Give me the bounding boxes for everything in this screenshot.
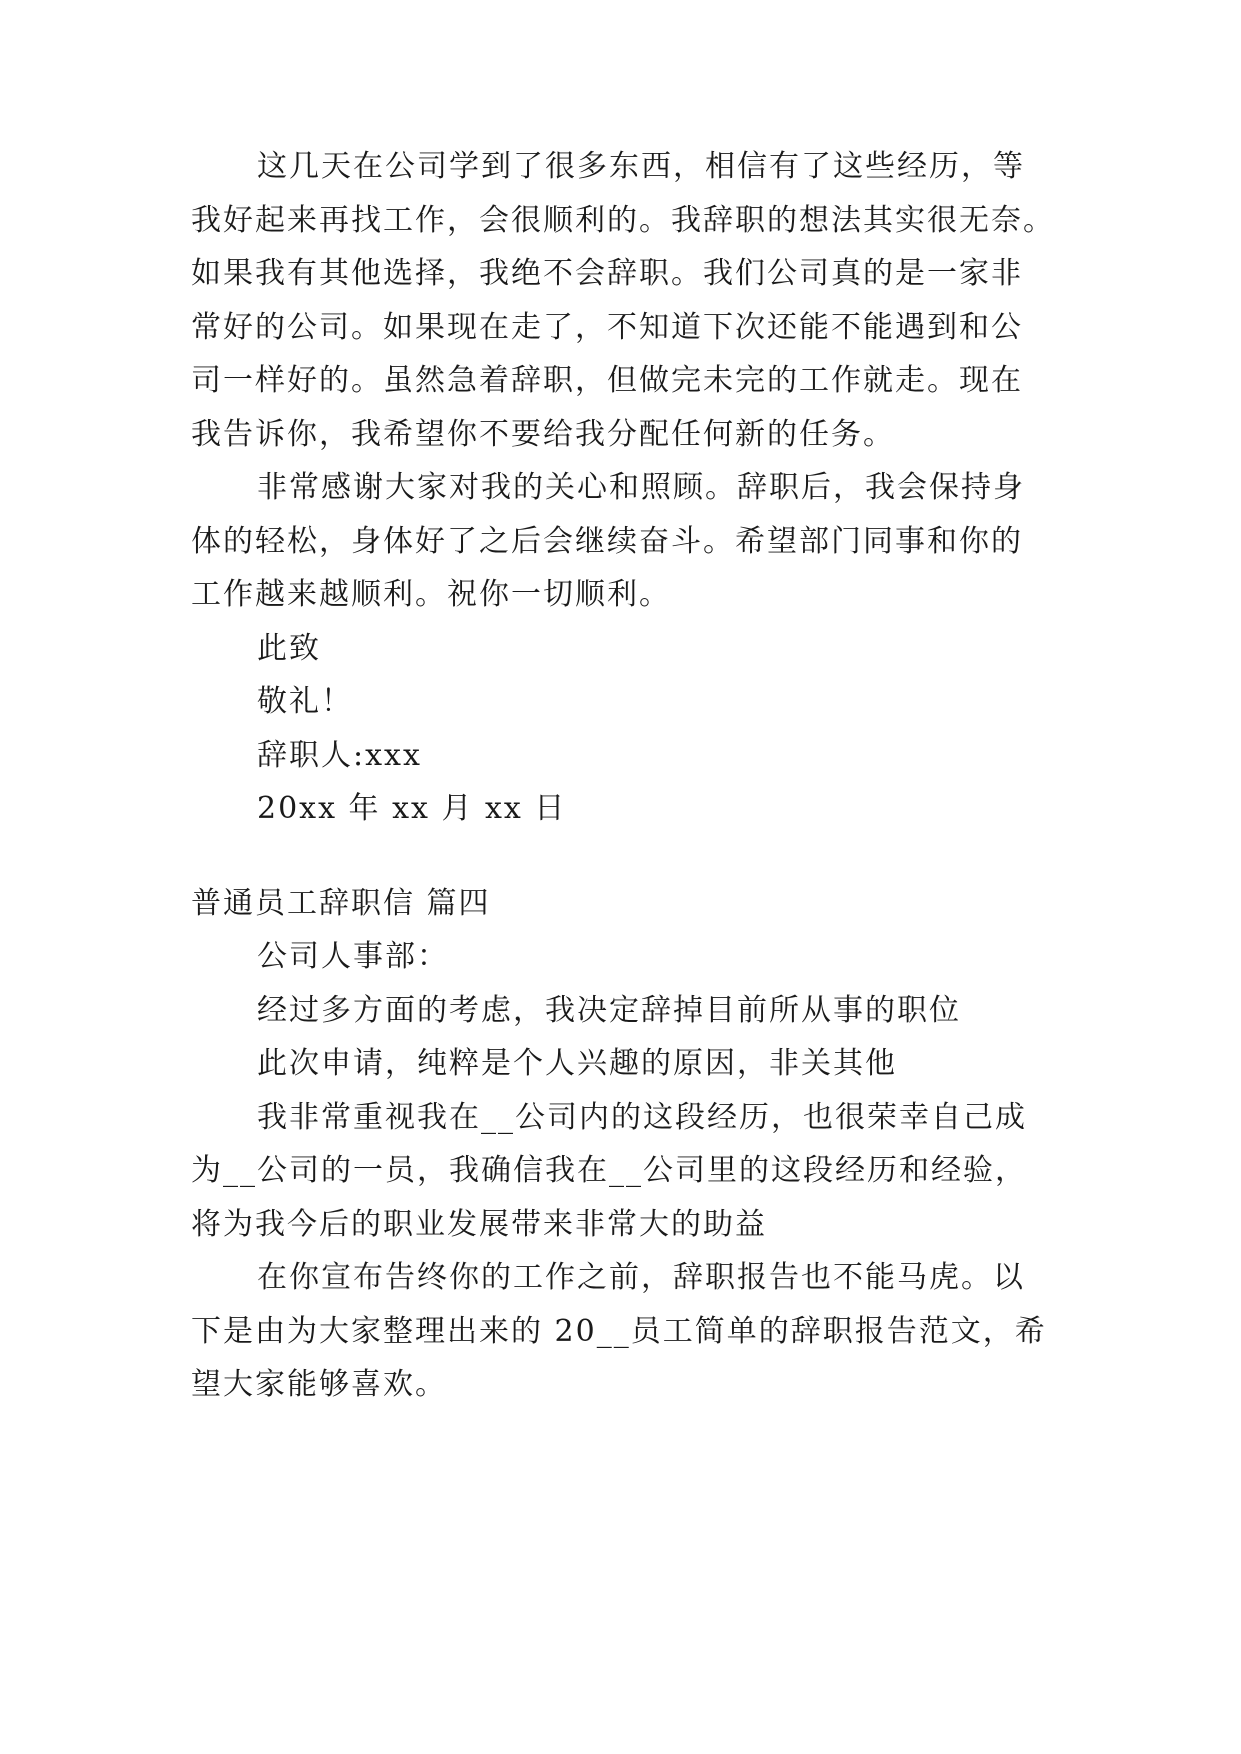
date-text: 20xx 年 xx 月 xx 日 bbox=[257, 791, 567, 826]
closing-text: 此致 bbox=[257, 631, 321, 666]
paragraph-line: 司一样好的。虽然急着辞职，但做完未完的工作就走。现在 bbox=[191, 363, 1023, 398]
paragraph-line: 工作越来越顺利。祝你一切顺利。 bbox=[191, 577, 671, 612]
paragraph-line: 非常感谢大家对我的关心和照顾。辞职后，我会保持身 bbox=[257, 470, 1025, 505]
paragraph-line: 经过多方面的考虑，我决定辞掉目前所从事的职位 bbox=[257, 993, 961, 1028]
paragraph-line: 体的轻松，身体好了之后会继续奋斗。希望部门同事和你的 bbox=[191, 524, 1023, 559]
signature-text: 辞职人:xxx bbox=[257, 738, 422, 773]
paragraph-line: 在你宣布告终你的工作之前，辞职报告也不能马虎。以 bbox=[257, 1260, 1025, 1295]
paragraph-line: 为__公司的一员，我确信我在__公司里的这段经历和经验， bbox=[191, 1153, 1027, 1188]
paragraph-line: 我告诉你，我希望你不要给我分配任何新的任务。 bbox=[191, 417, 895, 452]
paragraph-line: 我非常重视我在__公司内的这段经历，也很荣幸自己成 bbox=[257, 1100, 1027, 1135]
paragraph-line: 将为我今后的职业发展带来非常大的助益 bbox=[191, 1207, 767, 1242]
section-title: 普通员工辞职信 篇四 bbox=[191, 886, 491, 921]
paragraph-line: 如果我有其他选择，我绝不会辞职。我们公司真的是一家非 bbox=[191, 256, 1023, 291]
paragraph-line: 这几天在公司学到了很多东西，相信有了这些经历，等 bbox=[257, 149, 1025, 184]
salute-text: 敬礼！ bbox=[257, 684, 353, 719]
paragraph-line: 此次申请，纯粹是个人兴趣的原因，非关其他 bbox=[257, 1046, 897, 1081]
paragraph-line: 望大家能够喜欢。 bbox=[191, 1367, 447, 1402]
paragraph-line: 下是由为大家整理出来的 20__员工简单的辞职报告范文，希 bbox=[191, 1314, 1047, 1349]
paragraph-line: 我好起来再找工作，会很顺利的。我辞职的想法其实很无奈。 bbox=[191, 203, 1055, 238]
paragraph-line: 常好的公司。如果现在走了，不知道下次还能不能遇到和公 bbox=[191, 310, 1023, 345]
addressee-text: 公司人事部： bbox=[257, 939, 449, 974]
